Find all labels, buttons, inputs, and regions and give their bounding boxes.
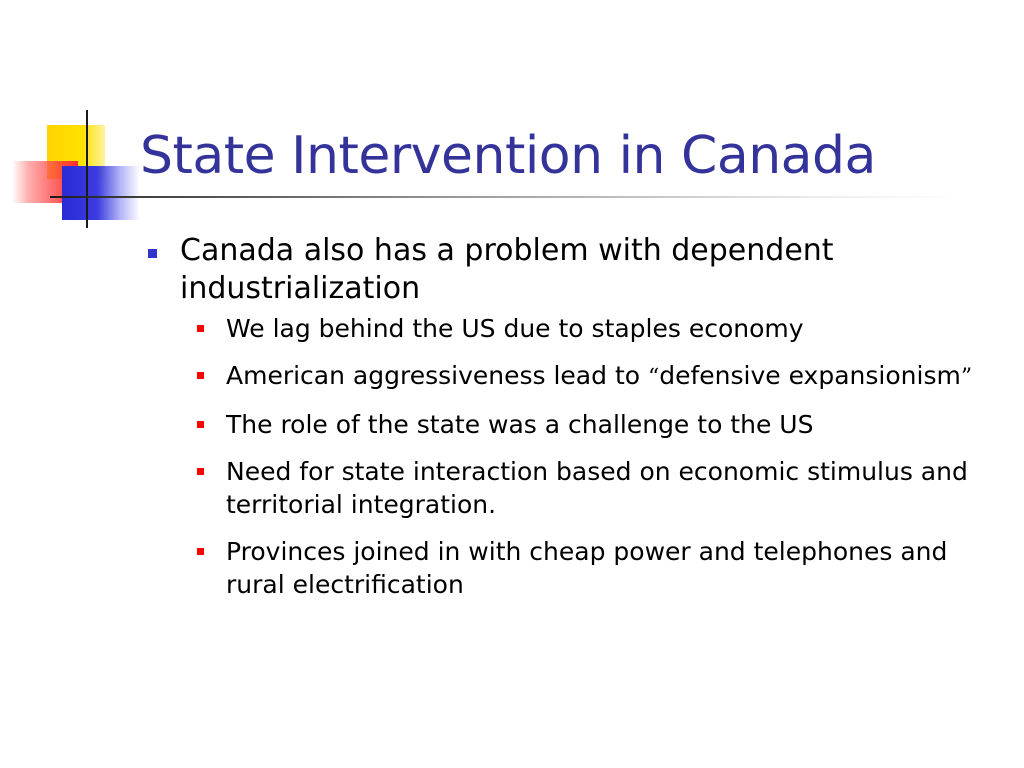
sub-bullet-text-lead: American aggressiveness lead to bbox=[226, 361, 648, 390]
sub-bullet-item bbox=[186, 535, 1000, 601]
open-quote: “ bbox=[648, 365, 660, 390]
sub-bullet-item bbox=[186, 312, 1000, 345]
quoted-term: defensive expansionism bbox=[659, 361, 961, 390]
slide-content bbox=[140, 232, 1000, 615]
sub-bullet-text: Provinces joined in with cheap power and telephones and rural electrification bbox=[226, 537, 948, 599]
close-quote: ” bbox=[960, 365, 973, 390]
sub-bullet-text: The role of the state was a challenge to the US bbox=[226, 410, 814, 439]
main-bullet-item bbox=[140, 232, 1000, 308]
slide-title: State Intervention in Canada bbox=[140, 126, 876, 186]
square-bullet-icon bbox=[197, 325, 204, 332]
sub-bullet-text: Need for state interaction based on economic stimulus and territorial integration. bbox=[226, 457, 968, 519]
sub-bullet-item bbox=[186, 359, 1000, 394]
square-bullet-icon bbox=[148, 249, 157, 258]
square-bullet-icon bbox=[197, 468, 204, 475]
decorative-logo bbox=[0, 0, 140, 240]
main-bullet-text: Canada also has a problem with dependent industrialization bbox=[180, 233, 834, 306]
title-underline-rule bbox=[50, 196, 960, 198]
vertical-rule bbox=[86, 110, 88, 228]
square-bullet-icon bbox=[197, 548, 204, 555]
square-bullet-icon bbox=[197, 372, 204, 379]
sub-bullet-text: We lag behind the US due to staples economy bbox=[226, 314, 804, 343]
blue-square-decoration bbox=[62, 166, 140, 220]
sub-bullet-item bbox=[186, 455, 1000, 521]
square-bullet-icon bbox=[197, 421, 204, 428]
sub-bullet-item bbox=[186, 408, 1000, 441]
sub-bullet-text bbox=[226, 361, 972, 390]
